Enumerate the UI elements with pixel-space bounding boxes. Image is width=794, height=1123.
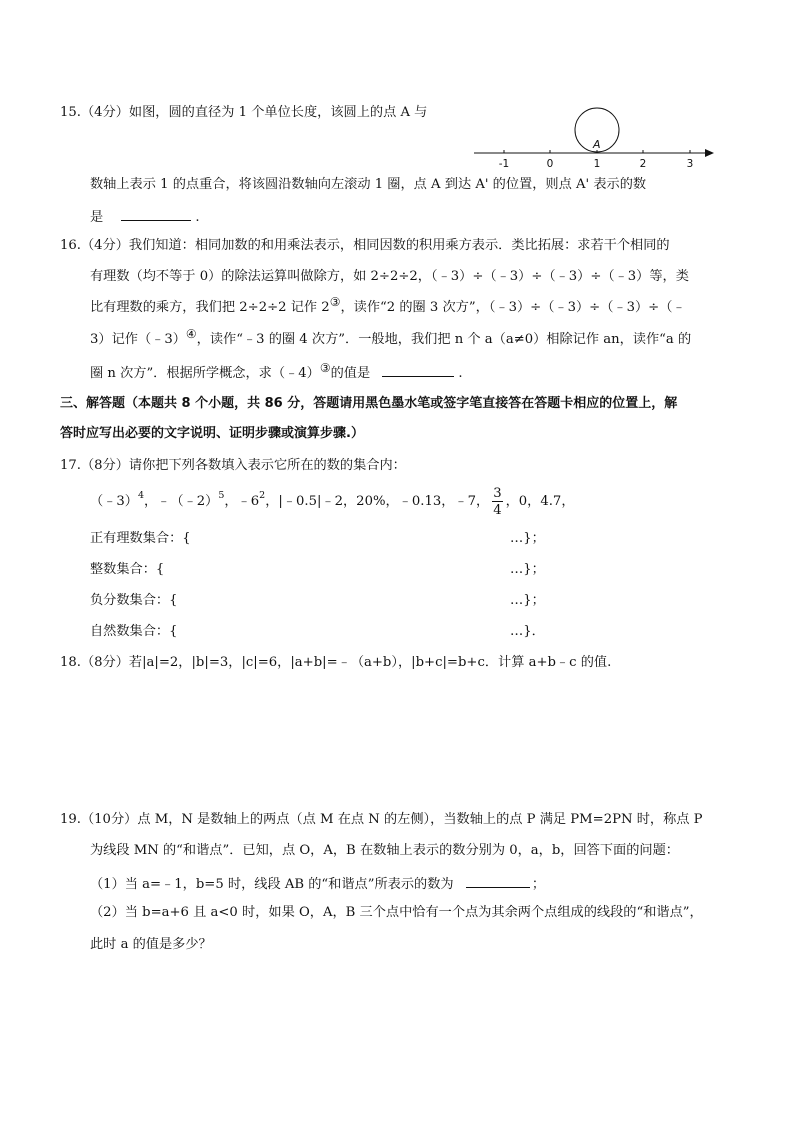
- q19-part1-end: ；: [531, 877, 545, 892]
- q16-line4a: 3）记作（﹣3）: [90, 332, 186, 347]
- circled-4-exponent: ④: [185, 327, 197, 341]
- tick-label: 1: [593, 158, 601, 170]
- tick-label: -1: [498, 158, 510, 170]
- q16-line3a: 比有理数的乘方，我们把 2÷2÷2 记作 2: [90, 300, 330, 315]
- num-b-exponent: 5: [218, 490, 225, 502]
- set-tail: …}；: [510, 562, 545, 577]
- q15-prefix: 是: [90, 210, 104, 225]
- q19-part1: [90, 875, 545, 891]
- fraction-three-quarters: [492, 487, 502, 517]
- tick-label: 3: [686, 158, 694, 170]
- set-tail: …}；: [510, 593, 545, 608]
- set-row-integer[interactable]: [90, 563, 560, 576]
- q19-part1-text: （1）当 a=﹣1，b=5 时，线段 AB 的“和谐点”所表示的数为: [90, 877, 454, 892]
- fraction-denominator: 4: [493, 503, 502, 518]
- q16-answer-blank[interactable]: [382, 364, 454, 377]
- circle-point-label: A: [593, 138, 601, 151]
- set-row-positive-rational[interactable]: [90, 532, 560, 545]
- q17-number-list: [90, 484, 575, 520]
- num-c: ，﹣6: [224, 494, 260, 510]
- q16-period: .: [458, 366, 463, 381]
- q19-line2: 为线段 MN 的“和谐点”．已知，点 O，A，B 在数轴上表示的数分别为 0，a，b，回答下面的问题：: [90, 843, 679, 858]
- q15-line1: 15.（4分）如图，圆的直径为 1 个单位长度，该圆上的点 A 与: [60, 105, 428, 120]
- num-a-exponent: 4: [137, 490, 144, 502]
- num-a: （﹣3）: [90, 494, 138, 510]
- q19-part2-cont: 此时 a 的值是多少？: [90, 937, 212, 952]
- set-label: 正有理数集合：{: [90, 531, 191, 546]
- q15-period: .: [195, 210, 200, 225]
- q19-line1: 19.（10分）点 M，N 是数轴上的两点（点 M 在点 N 的左侧），当数轴上的点 P 满足 PM=2PN 时，称点 P: [60, 812, 703, 827]
- section-heading-line1: 三、解答题（本题共 8 个小题，共 86 分，答题请用黑色墨水笔或签字笔直接答在答题卡相应的位置上，解: [60, 396, 678, 411]
- q16-line5: [90, 361, 463, 381]
- set-row-natural-number[interactable]: [90, 625, 560, 638]
- set-tail: …}．: [510, 624, 545, 639]
- tick-label: 2: [639, 158, 647, 170]
- q16-line5a: 圈 n 次方”．根据所学概念，求（﹣4）: [90, 366, 320, 381]
- set-row-negative-fraction[interactable]: [90, 594, 560, 607]
- q15-line3: [90, 208, 200, 224]
- num-d: ，|﹣0.5|﹣2，20%，﹣0.13，﹣7，: [265, 494, 490, 510]
- q17-stem: 17.（8分）请你把下列各数填入表示它所在的数的集合内：: [60, 458, 406, 473]
- axis-arrow-icon: [705, 149, 714, 157]
- q16-line3: [90, 295, 686, 315]
- q15-line2: 数轴上表示 1 的点重合，将该圆沿数轴向左滚动 1 圈，点 A 到达 A' 的位置，则点 A' 表示的数: [90, 177, 647, 192]
- set-label: 负分数集合：{: [90, 593, 178, 608]
- q16-line4b: ，读作“﹣3 的圈 4 次方”．一般地，我们把 n 个 a（a≠0）相除记作 an，读作“a 的: [196, 332, 692, 347]
- q16-line3b: ，读作“2 的圈 3 次方”，（﹣3）÷（﹣3）÷（﹣3）÷（﹣: [340, 300, 686, 315]
- num-b: ，﹣（﹣2）: [144, 494, 219, 510]
- q18-text: 18.（8分）若|a|=2，|b|=3，|c|=6，|a+b|=﹣（a+b），|b+c|=b+c．计算 a+b﹣c 的值.: [60, 655, 612, 670]
- q16-line4: [90, 327, 692, 347]
- set-label: 自然数集合：{: [90, 624, 178, 639]
- q15-answer-blank[interactable]: [121, 208, 191, 221]
- set-tail: …}；: [510, 531, 545, 546]
- circled-3-exponent: ③: [329, 295, 341, 309]
- set-label: 整数集合：{: [90, 562, 165, 577]
- tick-label: 0: [546, 158, 554, 170]
- circled-3-exponent: ③: [319, 361, 331, 375]
- q16-line2: 有理数（均不等于 0）的除法运算叫做除方，如 2÷2÷2，（﹣3）÷（﹣3）÷（﹣3）÷（﹣3）等，类: [90, 269, 689, 284]
- fraction-numerator: 3: [493, 485, 502, 501]
- num-e: ，0，4.7，: [505, 494, 575, 510]
- q19-answer-blank[interactable]: [466, 875, 530, 888]
- q16-line1: 16.（4分）我们知道：相同加数的和用乘法表示，相同因数的积用乘方表示．类比拓展：求若干个相同的: [60, 238, 670, 253]
- q16-line5b: 的值是: [330, 366, 371, 381]
- section-heading-line2: 答时应写出必要的文字说明、证明步骤或演算步骤.）: [60, 426, 364, 441]
- q19-part2: （2）当 b=a+6 且 a<0 时，如果 O，A，B 三个点中恰有一个点为其余两个点组成的线段的“和谐点”，: [90, 905, 703, 920]
- num-c-exponent: 2: [259, 490, 266, 502]
- number-line-figure: [470, 104, 720, 176]
